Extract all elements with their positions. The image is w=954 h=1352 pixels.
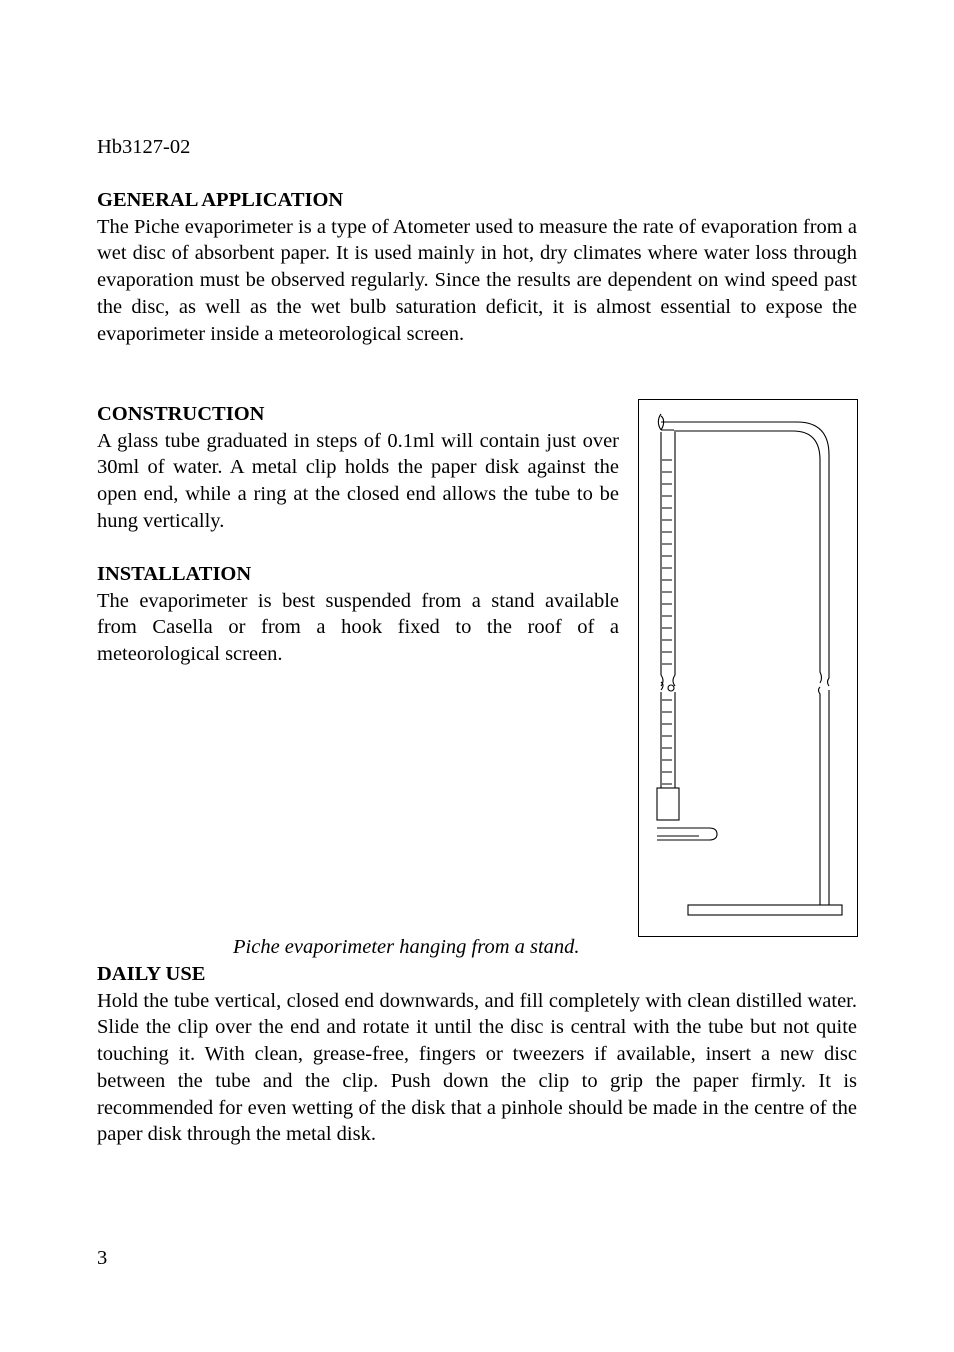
section-installation <box>97 561 619 668</box>
section-daily-use <box>97 961 857 1148</box>
page-number: 3 <box>97 1247 108 1269</box>
section-heading: CONSTRUCTION <box>97 403 265 425</box>
graduation-marks <box>662 460 672 784</box>
section-heading: INSTALLATION <box>97 563 252 585</box>
tube-upper-left <box>661 432 663 686</box>
section-heading: GENERAL APPLICATION <box>97 189 344 211</box>
section-body: The Piche evaporimeter is a type of Atometer used to measure the rate of evaporation from a wet disc of absorbent paper. It is used mainly in hot, dry climates where water loss through evaporation must be observed regularly. Since the results are dependent on wind speed past the disc, as well as the wet bulb saturation deficit, it is almost essential to expose the evaporimeter inside a meteorological screen. <box>97 215 857 345</box>
evaporimeter-figure <box>638 399 858 937</box>
section-general-application <box>97 187 857 347</box>
stand-base <box>688 905 842 915</box>
metal-clip <box>657 788 679 820</box>
stand-upright-inner <box>819 687 821 905</box>
stand-arm-inner <box>674 431 822 683</box>
tube-upper-right <box>673 432 675 686</box>
section-body: The evaporimeter is best suspended from a stand available from Casella or from a hook fixed to the roof of a meteorological screen. <box>97 589 619 666</box>
stand-arm-outer <box>674 422 829 686</box>
evaporimeter-stand-illustration <box>639 400 856 935</box>
document-id: Hb3127-02 <box>97 136 191 158</box>
section-construction <box>97 401 619 535</box>
clip-ring <box>657 828 717 840</box>
section-body: A glass tube graduated in steps of 0.1ml will contain just over 30ml of water. A metal clip holds the paper disk against the open end, while a ring at the closed end allows the tube to be hung vertically. <box>97 429 619 532</box>
figure-caption: Piche evaporimeter hanging from a stand. <box>233 936 580 958</box>
section-heading: DAILY USE <box>97 963 206 985</box>
section-body: Hold the tube vertical, closed end downwards, and fill completely with clean distilled water. Slide the clip over the end and rotate it until the disc is central with the tube but not quite touching it. With clean, grease-free, fingers or tweezers if available, insert a new disc between the tube and the clip. Push down the clip to grip the paper firmly. It is recommended for even wetting of the disk that a pinhole should be made in the centre of the paper disk through the metal disk. <box>97 989 857 1146</box>
